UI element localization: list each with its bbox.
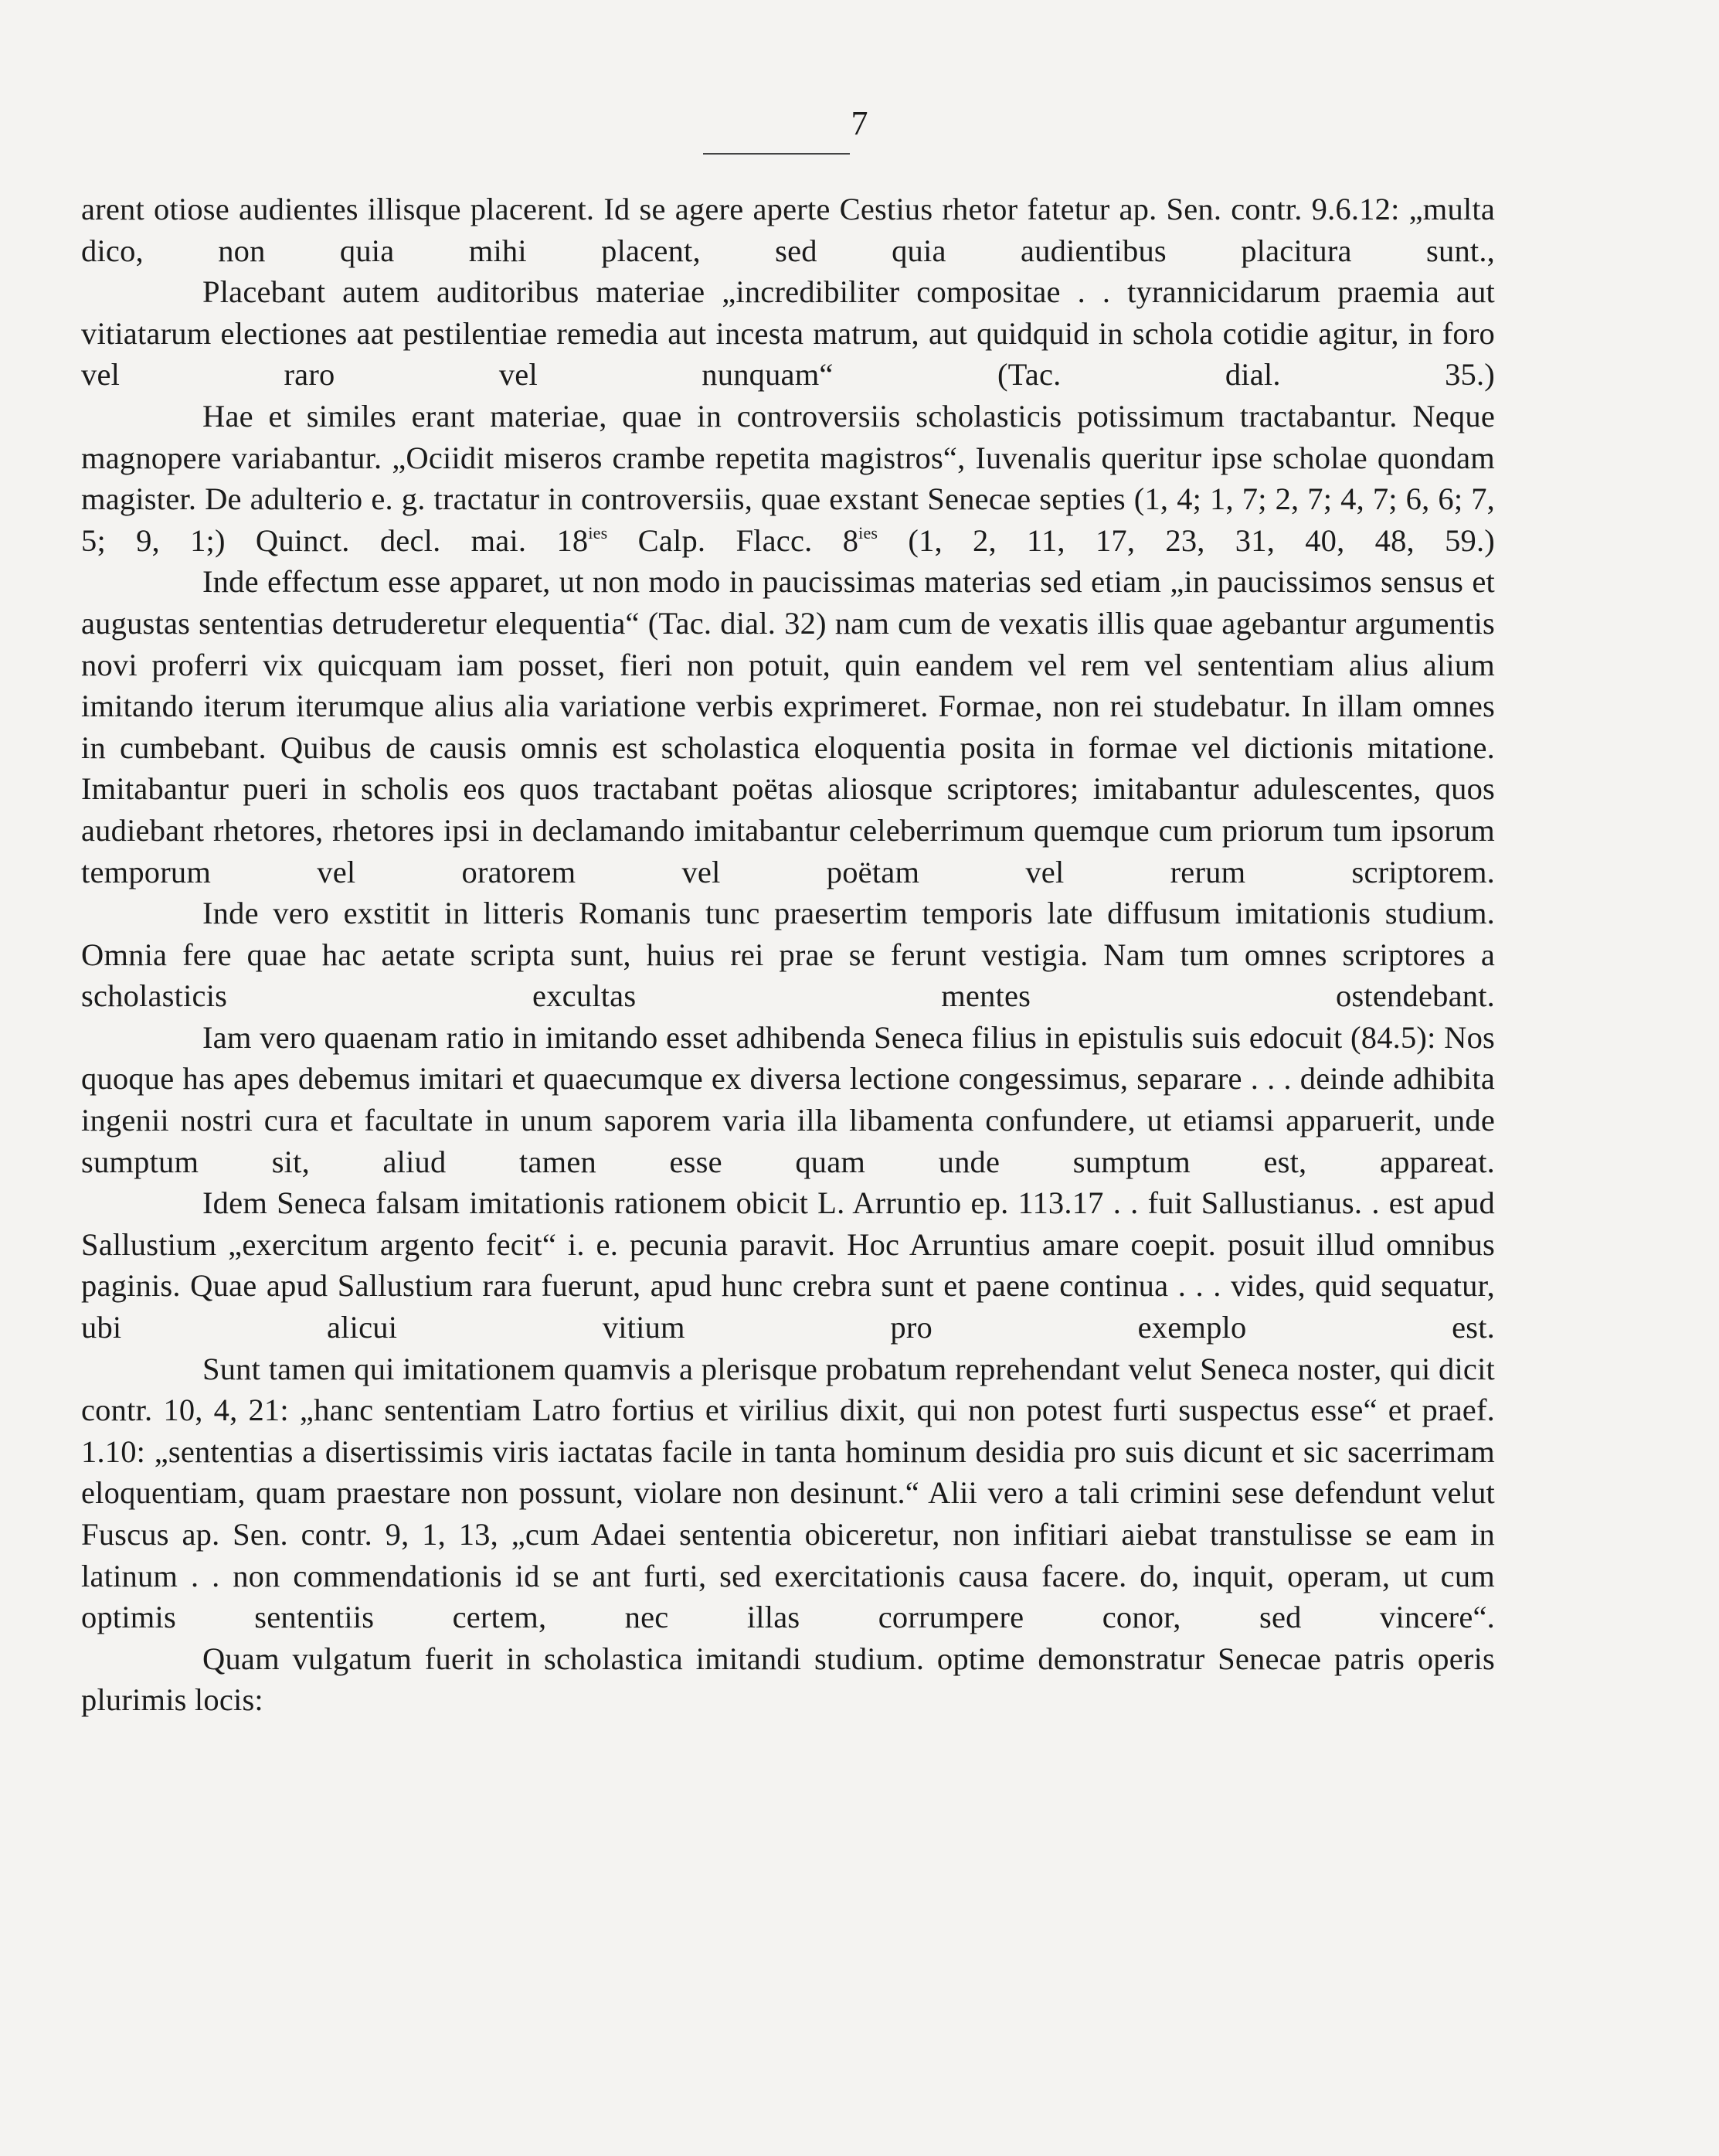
- body-text: [81, 189, 1495, 1721]
- paragraph: Inde effectum esse apparet, ut non modo in paucissimas materias sed etiam „in paucissimos sensus et augustas sententias detruderetur elequentia“ (Tac. dial. 32) nam cum de vexatis illis quae agebantur argumentis novi proferri vix quicquam iam posset, fieri non potuit, quin eandem vel rem vel sententiam alius alium imitando iterum iterumque alius alia variatione verbis exprimeret. Formae, non rei studebatur. In illam omnes in cumbebant. Quibus de causis omnis est scholastica eloquentia posita in formae vel dictionis mitatione. Imitabantur pueri in scholis eos quos tractabant poëtas aliosque scriptores; imitabantur adulescentes, quos audiebant rhetores, rhetores ipsi in declamando imitabantur celeberrimum quemque cum priorum tum ipsorum temporum vel oratorem vel poëtam vel rerum scriptorem.: [81, 564, 1495, 889]
- page-number: 7: [851, 104, 868, 142]
- paragraph: arent otiose audientes illisque placerent. Id se agere aperte Cestius rhetor fatetur ap. Sen. contr. 9.6.12: „multa dico, non quia mihi placent, sed quia audientibus placitura sunt.,: [81, 192, 1495, 268]
- paragraph: Hae et similes erant materiae, quae in controversiis scholasticis potissimum tractabantur. Neque magnopere variabantur. „Ociidit miseros crambe repetita magistros“, Iuvenalis queritur ipse scholae quondam magister. De adulterio e. g. tractatur in controversiis, quae exstant Senecae septies (1, 4; 1, 7; 2, 7; 4, 7; 6, 6; 7, 5; 9, 1;) Quinct. decl. mai. $18^{ies}$ Calp. Flacc. $8^{ies}$ (1, 2, 11, 17, 23, 31, 40, 48, 59.): [81, 398, 1495, 558]
- paragraph: Quam vulgatum fuerit in scholastica imitandi studium. optime demonstratur Senecae patris operis plurimis locis:: [81, 1641, 1495, 1718]
- page-number-rule: [703, 153, 850, 155]
- paragraph: Idem Seneca falsam imitationis rationem obicit L. Arruntio ep. 113.17 . . fuit Sallustianus. . est apud Sallustium „exercitum argento fecit“ i. e. pecunia paravit. Hoc Arruntius amare coepit. posuit illud omnibus paginis. Quae apud Sallustium rara fuerunt, apud hunc crebra sunt et paene continua . . . vides, quid sequatur, ubi alicui vitium pro exemplo est.: [81, 1185, 1495, 1345]
- paragraph: Inde vero exstitit in litteris Romanis tunc praesertim temporis late diffusum imitationis studium. Omnia fere quae hac aetate scripta sunt, huius rei prae se ferunt vestigia. Nam tum omnes scriptores a scholasticis excultas mentes ostendebant.: [81, 896, 1495, 1014]
- paragraph: Placebant autem auditoribus materiae „incredibiliter compositae . . tyrannicidarum praemia aut vitiatarum electiones aat pestilentiae remedia aut incesta matrum, aut quidquid in schola cotidie agitur, in foro vel raro vel nunquam“ (Tac. dial. 35.): [81, 274, 1495, 393]
- paragraph: Iam vero quaenam ratio in imitando esset adhibenda Seneca filius in epistulis suis edocuit (84.5): Nos quoque has apes debemus imitari et quaecumque ex diversa lectione congessimus, separare . . . deinde adhibita ingenii nostri cura et facultate in unum saporem varia illa libamenta confundere, ut etiamsi apparuerit, unde sumptum sit, aliud tamen esse quam unde sumptum est, appareat.: [81, 1019, 1495, 1179]
- paragraph: Sunt tamen qui imitationem quamvis a plerisque probatum reprehendant velut Seneca noster, qui dicit contr. 10, 4, 21: „hanc sententiam Latro fortius et virilius dixit, qui non potest furti suspectus esse“ et praef. 1.10: „sententias a disertissimis viris iactatas facile in tanta hominum desidia pro suis dicunt et sic sacerrimam eloquentiam, quam praestare non possunt, violare non desinunt.“ Alii vero a tali crimini sese defendunt velut Fuscus ap. Sen. contr. 9, 1, 13, „cum Adaei sententia obiceretur, non infitiari aiebat transtulisse se eam in latinum . . non commendationis id se ant furti, sed exercitationis causa facere. do, inquit, operam, ut cum optimis sententiis certem, nec illas corrumpere conor, sed vincere“.: [81, 1351, 1495, 1635]
